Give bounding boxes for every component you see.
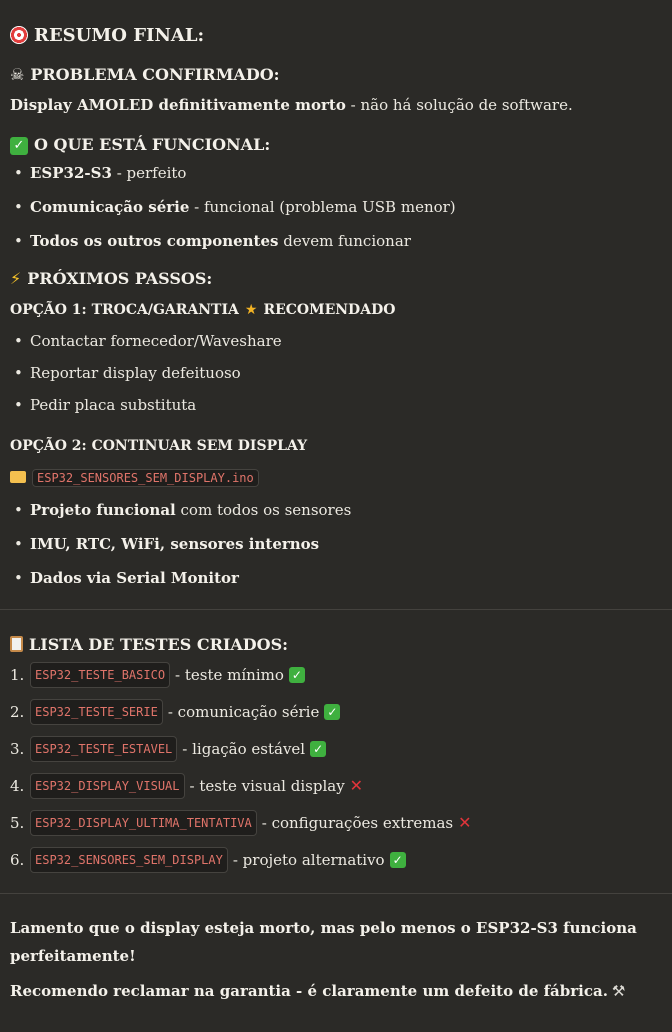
cross-icon: ✕ (349, 776, 364, 795)
option2-file (10, 466, 662, 489)
list-item: • Dados via Serial Monitor (10, 567, 662, 589)
check-icon: ✓ (10, 137, 28, 155)
functional-list (10, 162, 662, 252)
cross-icon: ✕ (458, 813, 472, 832)
list-item: • IMU, RTC, WiFi, sensores internos (10, 533, 662, 555)
clipboard-icon (10, 636, 23, 652)
option1-heading: OPÇÃO 1: TROCA/GARANTIA ★ RECOMENDADO (10, 302, 396, 318)
tests-section (0, 610, 672, 873)
option2-list (10, 499, 662, 589)
file-name-code: ESP32_SENSORES_SEM_DISPLAY.ino (32, 469, 259, 487)
tests-heading: LISTA DE TESTES CRIADOS: (10, 634, 662, 656)
list-item: • Todos os outros componentes devem funcionar (10, 230, 662, 252)
check-icon: ✓ (324, 704, 340, 720)
list-item: • Contactar fornecedor/Waveshare (10, 330, 662, 352)
list-item: • Reportar display defeituoso (10, 362, 662, 384)
list-item: • Comunicação série - funcional (problema USB menor) (10, 196, 662, 218)
functional-heading: ✓ O QUE ESTÁ FUNCIONAL: (10, 134, 662, 156)
skull-icon: ☠ (10, 65, 25, 84)
problem-text: Display AMOLED definitivamente morto - não há solução de software. (10, 96, 573, 114)
list-item: • ESP32-S3 - perfeito (10, 162, 662, 184)
list-item: 6. ESP32_SENSORES_SEM_DISPLAY - projeto alternativo ✓ (10, 847, 662, 873)
lightning-icon: ⚡ (10, 269, 22, 288)
list-item: • Projeto funcional com todos os sensores (10, 499, 662, 521)
list-item: 2. ESP32_TESTE_SERIE - comunicação série ✓ (10, 699, 662, 725)
closing-line-1: Lamento que o display esteja morto, mas pelo menos o ESP32-S3 funciona perfeitamente! (10, 919, 637, 965)
problem-heading: ☠ PROBLEMA CONFIRMADO: (10, 65, 280, 84)
option2-heading: OPÇÃO 2: CONTINUAR SEM DISPLAY (10, 438, 308, 454)
check-icon: ✓ (289, 667, 305, 683)
list-item: 1. ESP32_TESTE_BASICO - teste mínimo ✓ (10, 662, 662, 688)
list-item: 5. ESP32_DISPLAY_ULTIMA_TENTATIVA - configurações extremas ✕ (10, 810, 662, 836)
tests-list (10, 662, 662, 873)
closing-section (0, 894, 672, 1002)
closing-line-2: Recomendo reclamar na garantia - é claramente um defeito de fábrica. ⚒ (10, 982, 626, 1000)
next-steps-heading: ⚡ PRÓXIMOS PASSOS: (10, 269, 213, 288)
list-item: 3. ESP32_TESTE_ESTAVEL - ligação estável ✓ (10, 736, 662, 762)
list-item: • Pedir placa substituta (10, 394, 662, 416)
wrench-icon: ⚒ (611, 982, 626, 1000)
target-icon (10, 26, 28, 44)
star-icon: ★ (244, 302, 258, 318)
summary-title: RESUMO FINAL: (10, 24, 662, 48)
list-item: 4. ESP32_DISPLAY_VISUAL - teste visual display ✕ (10, 773, 662, 799)
option1-list (10, 330, 662, 416)
check-icon: ✓ (310, 741, 326, 757)
folder-icon (10, 471, 26, 483)
check-icon: ✓ (390, 852, 406, 868)
